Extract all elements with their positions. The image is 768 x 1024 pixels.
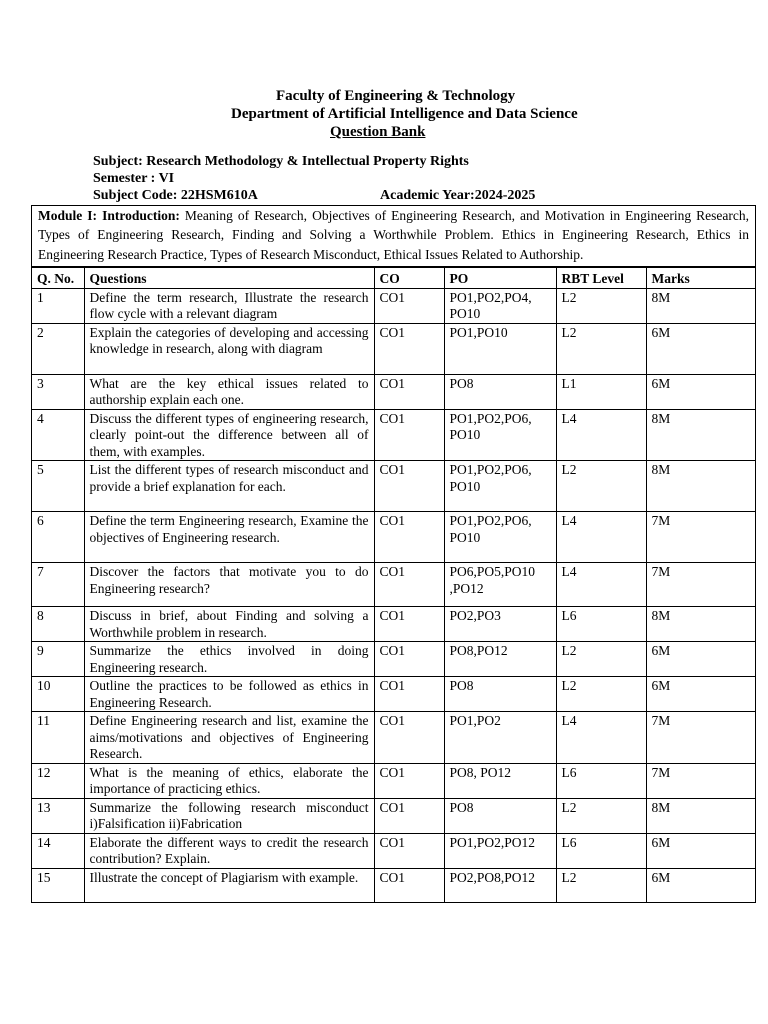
table-row (32, 677, 755, 712)
rbt-level: L1 (556, 374, 646, 409)
po-value: PO8 (444, 374, 556, 409)
question-text: What are the key ethical issues related to authorship explain each one. (84, 374, 374, 409)
table-row (32, 798, 755, 833)
header-rbt-level: RBT Level (556, 267, 646, 288)
rbt-level: L4 (556, 712, 646, 764)
question-text: Discover the factors that motivate you to do Engineering research? (84, 563, 374, 607)
q-number: 9 (32, 642, 84, 677)
marks-value: 7M (646, 712, 755, 764)
marks-value: 6M (646, 323, 755, 374)
q-number: 5 (32, 461, 84, 512)
table-row (32, 642, 755, 677)
document-title: Question Bank (330, 124, 426, 140)
table-row (32, 833, 755, 868)
marks-value: 8M (646, 288, 755, 323)
rbt-level: L2 (556, 642, 646, 677)
question-text: Define the term research, Illustrate the research flow cycle with a relevant diagram (84, 288, 374, 323)
question-text: Summarize the following research misconduct i)Falsification ii)Fabrication (84, 798, 374, 833)
table-row (32, 607, 755, 642)
question-bank-box (31, 205, 756, 903)
co-value: CO1 (374, 642, 444, 677)
header-co: CO (374, 267, 444, 288)
co-value: CO1 (374, 374, 444, 409)
po-value: PO1,PO2,PO6, PO10 (444, 512, 556, 563)
question-text: Discuss in brief, about Finding and solving a Worthwhile problem in research. (84, 607, 374, 642)
table-row (32, 563, 755, 607)
rbt-level: L2 (556, 798, 646, 833)
module-description (32, 206, 755, 267)
question-text: Elaborate the different ways to credit the research contribution? Explain. (84, 833, 374, 868)
marks-value: 7M (646, 512, 755, 563)
po-value: PO2,PO8,PO12 (444, 868, 556, 902)
question-text: Define Engineering research and list, examine the aims/motivations and objectives of Engineering Research. (84, 712, 374, 764)
table-row (32, 868, 755, 902)
rbt-level: L4 (556, 512, 646, 563)
rbt-level: L6 (556, 607, 646, 642)
question-text: Discuss the different types of engineering research, clearly point-out the difference between all of them, with examples. (84, 409, 374, 461)
co-value: CO1 (374, 607, 444, 642)
marks-value: 6M (646, 833, 755, 868)
marks-value: 7M (646, 763, 755, 798)
table-row (32, 512, 755, 563)
faculty-heading: Faculty of Engineering & Technology (276, 88, 516, 104)
po-value: PO1,PO10 (444, 323, 556, 374)
q-number: 12 (32, 763, 84, 798)
po-value: PO1,PO2,PO12 (444, 833, 556, 868)
co-value: CO1 (374, 323, 444, 374)
q-number: 14 (32, 833, 84, 868)
co-value: CO1 (374, 461, 444, 512)
table-row (32, 323, 755, 374)
marks-value: 7M (646, 563, 755, 607)
co-value: CO1 (374, 677, 444, 712)
q-number: 4 (32, 409, 84, 461)
q-number: 1 (32, 288, 84, 323)
q-number: 6 (32, 512, 84, 563)
co-value: CO1 (374, 288, 444, 323)
subject-line: Subject: Research Methodology & Intellectual Property Rights (93, 154, 469, 169)
department-heading: Department of Artificial Intelligence and Data Science (231, 106, 578, 122)
co-value: CO1 (374, 763, 444, 798)
table-row (32, 374, 755, 409)
q-number: 11 (32, 712, 84, 764)
po-value: PO2,PO3 (444, 607, 556, 642)
module-title: Module I: Introduction: (38, 208, 180, 223)
rbt-level: L6 (556, 763, 646, 798)
question-text: Explain the categories of developing and accessing knowledge in research, along with diagram (84, 323, 374, 374)
rbt-level: L6 (556, 833, 646, 868)
semester-line: Semester : VI (93, 171, 175, 186)
table-row (32, 461, 755, 512)
table-row (32, 763, 755, 798)
question-text: Define the term Engineering research, Examine the objectives of Engineering research. (84, 512, 374, 563)
q-number: 2 (32, 323, 84, 374)
question-text: Illustrate the concept of Plagiarism with example. (84, 868, 374, 902)
po-value: PO1,PO2,PO4, PO10 (444, 288, 556, 323)
po-value: PO6,PO5,PO10 ,PO12 (444, 563, 556, 607)
po-value: PO8,PO12 (444, 642, 556, 677)
co-value: CO1 (374, 868, 444, 902)
po-value: PO1,PO2,PO6, PO10 (444, 409, 556, 461)
marks-value: 6M (646, 374, 755, 409)
co-value: CO1 (374, 512, 444, 563)
subject-code: Subject Code: 22HSM610A (93, 188, 258, 203)
question-text: What is the meaning of ethics, elaborate the importance of practicing ethics. (84, 763, 374, 798)
header-qno: Q. No. (32, 267, 84, 288)
table-row (32, 409, 755, 461)
po-value: PO1,PO2 (444, 712, 556, 764)
question-text: Summarize the ethics involved in doing Engineering research. (84, 642, 374, 677)
rbt-level: L2 (556, 677, 646, 712)
marks-value: 6M (646, 868, 755, 902)
co-value: CO1 (374, 833, 444, 868)
marks-value: 6M (646, 642, 755, 677)
marks-value: 8M (646, 409, 755, 461)
question-text: Outline the practices to be followed as ethics in Engineering Research. (84, 677, 374, 712)
rbt-level: L2 (556, 323, 646, 374)
rbt-level: L4 (556, 563, 646, 607)
rbt-level: L2 (556, 868, 646, 902)
co-value: CO1 (374, 563, 444, 607)
rbt-level: L4 (556, 409, 646, 461)
q-number: 10 (32, 677, 84, 712)
marks-value: 8M (646, 461, 755, 512)
table-row (32, 712, 755, 764)
q-number: 8 (32, 607, 84, 642)
marks-value: 6M (646, 677, 755, 712)
po-value: PO1,PO2,PO6, PO10 (444, 461, 556, 512)
po-value: PO8, PO12 (444, 763, 556, 798)
q-number: 13 (32, 798, 84, 833)
header-po: PO (444, 267, 556, 288)
po-value: PO8 (444, 677, 556, 712)
questions-table (32, 267, 755, 903)
co-value: CO1 (374, 712, 444, 764)
marks-value: 8M (646, 607, 755, 642)
header-marks: Marks (646, 267, 755, 288)
co-value: CO1 (374, 409, 444, 461)
q-number: 3 (32, 374, 84, 409)
header-questions: Questions (84, 267, 374, 288)
table-row (32, 288, 755, 323)
marks-value: 8M (646, 798, 755, 833)
question-text: List the different types of research misconduct and provide a brief explanation for each. (84, 461, 374, 512)
table-header-row (32, 267, 755, 288)
po-value: PO8 (444, 798, 556, 833)
q-number: 7 (32, 563, 84, 607)
q-number: 15 (32, 868, 84, 902)
module-topics: Meaning of Research, Objectives of Engineering Research, and Motivation in Engineering Research, Types of Engineering Research, Finding and Solving a Worthwhile Problem. Ethics in Engineering Research, Ethics in Engineering Research Practice, Types of Research Misconduct, Ethical Issues Related to Authorship. (38, 208, 750, 262)
code-year-line (93, 188, 535, 204)
co-value: CO1 (374, 798, 444, 833)
academic-year: Academic Year:2024-2025 (380, 188, 536, 203)
rbt-level: L2 (556, 288, 646, 323)
rbt-level: L2 (556, 461, 646, 512)
